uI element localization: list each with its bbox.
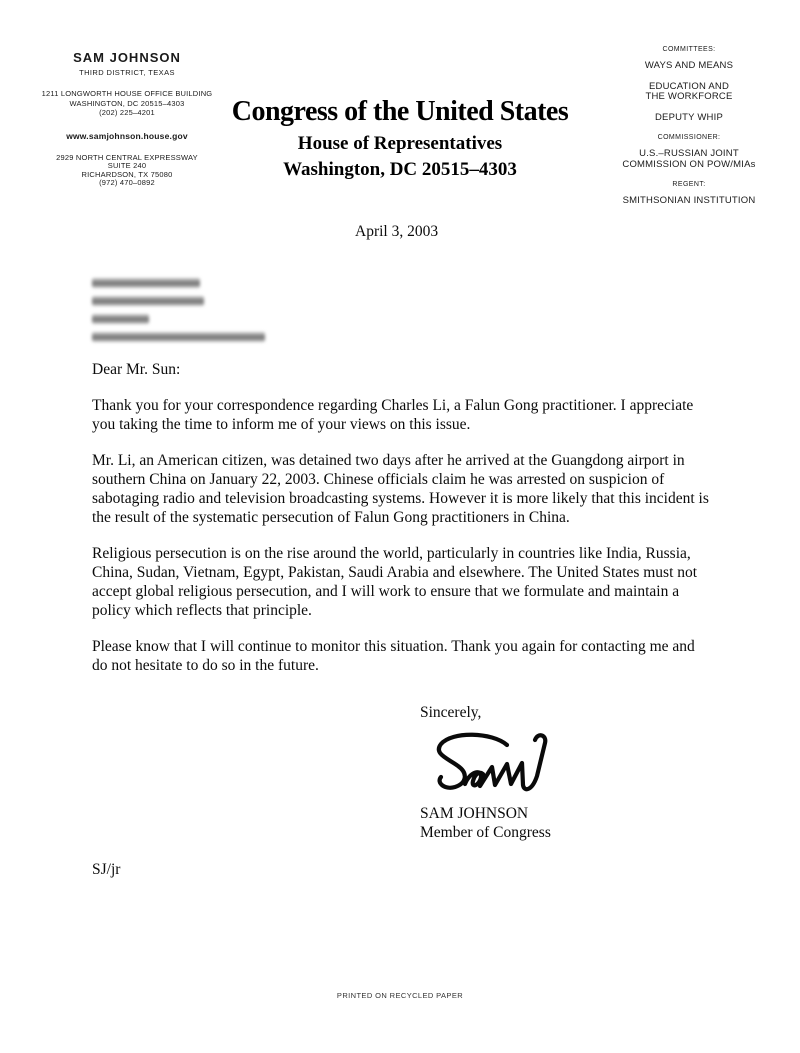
closing-sincerely: Sincerely, xyxy=(420,704,482,721)
body-paragraph: Mr. Li, an American citizen, was detained two days after he arrived at the Guangdong airport in southern China on January 22, 2003. Chinese officials claim he was arrested on suspicion of sabotaging radio and television broadcasting systems. However it is more likely that this incident is the result of the systematic persecution of Falun Gong practitioners in China. xyxy=(92,452,709,526)
redacted-recipient-block xyxy=(92,278,714,342)
district-office-line: SUITE 240 xyxy=(107,161,147,170)
website-url: www.samjohnson.house.gov xyxy=(66,130,188,141)
signer-title: Member of Congress xyxy=(420,824,551,841)
letter-date: April 3, 2003 xyxy=(355,223,439,240)
body-paragraph: Please know that I will continue to monitor this situation. Thank you again for contacting me and do not hesitate to do so in the future. xyxy=(92,638,695,674)
committee-item: DEPUTY WHIP xyxy=(654,111,723,123)
committees-label: COMMITTEES: xyxy=(662,46,716,53)
commission-item-line: COMMISSION ON POW/MIAs xyxy=(622,158,756,170)
closing-block xyxy=(420,703,714,842)
district-office-phone: (972) 470–0892 xyxy=(99,178,155,187)
dc-office-line: WASHINGTON, DC 20515–4303 xyxy=(69,98,185,108)
redacted-line xyxy=(92,278,200,288)
dc-office-line: 1211 LONGWORTH HOUSE OFFICE BUILDING xyxy=(41,89,213,98)
redacted-line xyxy=(92,314,149,324)
redacted-line xyxy=(92,332,265,342)
masthead-house-line: House of Representatives xyxy=(297,133,503,154)
redacted-line xyxy=(92,296,204,306)
signer-name: SAM JOHNSON xyxy=(420,805,529,822)
recycled-paper-note: PRINTED ON RECYCLED PAPER xyxy=(336,991,464,1000)
masthead-washington-line: Washington, DC 20515–4303 xyxy=(283,159,517,180)
regent-item: SMITHSONIAN INSTITUTION xyxy=(622,195,756,206)
member-name: SAM JOHNSON xyxy=(73,50,181,65)
commissioner-label: COMMISSIONER: xyxy=(657,134,721,141)
committee-item-line: EDUCATION AND xyxy=(648,80,729,92)
regent-label: REGENT: xyxy=(672,181,706,188)
dc-office-phone: (202) 225–4201 xyxy=(99,108,155,117)
reference-initials: SJ/jr xyxy=(92,861,121,878)
committee-item-line: THE WORKFORCE xyxy=(645,91,733,102)
committee-item: WAYS AND MEANS xyxy=(644,60,734,71)
signature-image xyxy=(410,728,560,800)
committee-item xyxy=(590,82,788,103)
salutation: Dear Mr. Sun: xyxy=(92,361,181,378)
letter-body xyxy=(92,222,714,879)
masthead-congress-line: Congress of the United States xyxy=(231,96,569,127)
body-paragraph: Religious persecution is on the rise around the world, particularly in countries like India, Russia, China, Sudan, Vietnam, Egypt, Pakistan, Saudi Arabia and elsewhere. The United States must not accept global religious persecution, and I will work to ensure that we formulate and maintain a policy which reflects that principle. xyxy=(92,545,698,619)
letterhead-right-column xyxy=(590,46,788,217)
district-office-line: 2929 NORTH CENTRAL EXPRESSWAY xyxy=(56,152,198,162)
commission-item-line: U.S.–RUSSIAN JOINT xyxy=(639,148,739,159)
district-office-line: RICHARDSON, TX 75080 xyxy=(81,169,173,179)
district-label: THIRD DISTRICT, TEXAS xyxy=(79,68,175,77)
commission-item xyxy=(590,149,788,170)
body-paragraph: Thank you for your correspondence regarding Charles Li, a Falun Gong practitioner. I appreciate you taking the time to inform me of your views on this issue. xyxy=(92,397,694,433)
